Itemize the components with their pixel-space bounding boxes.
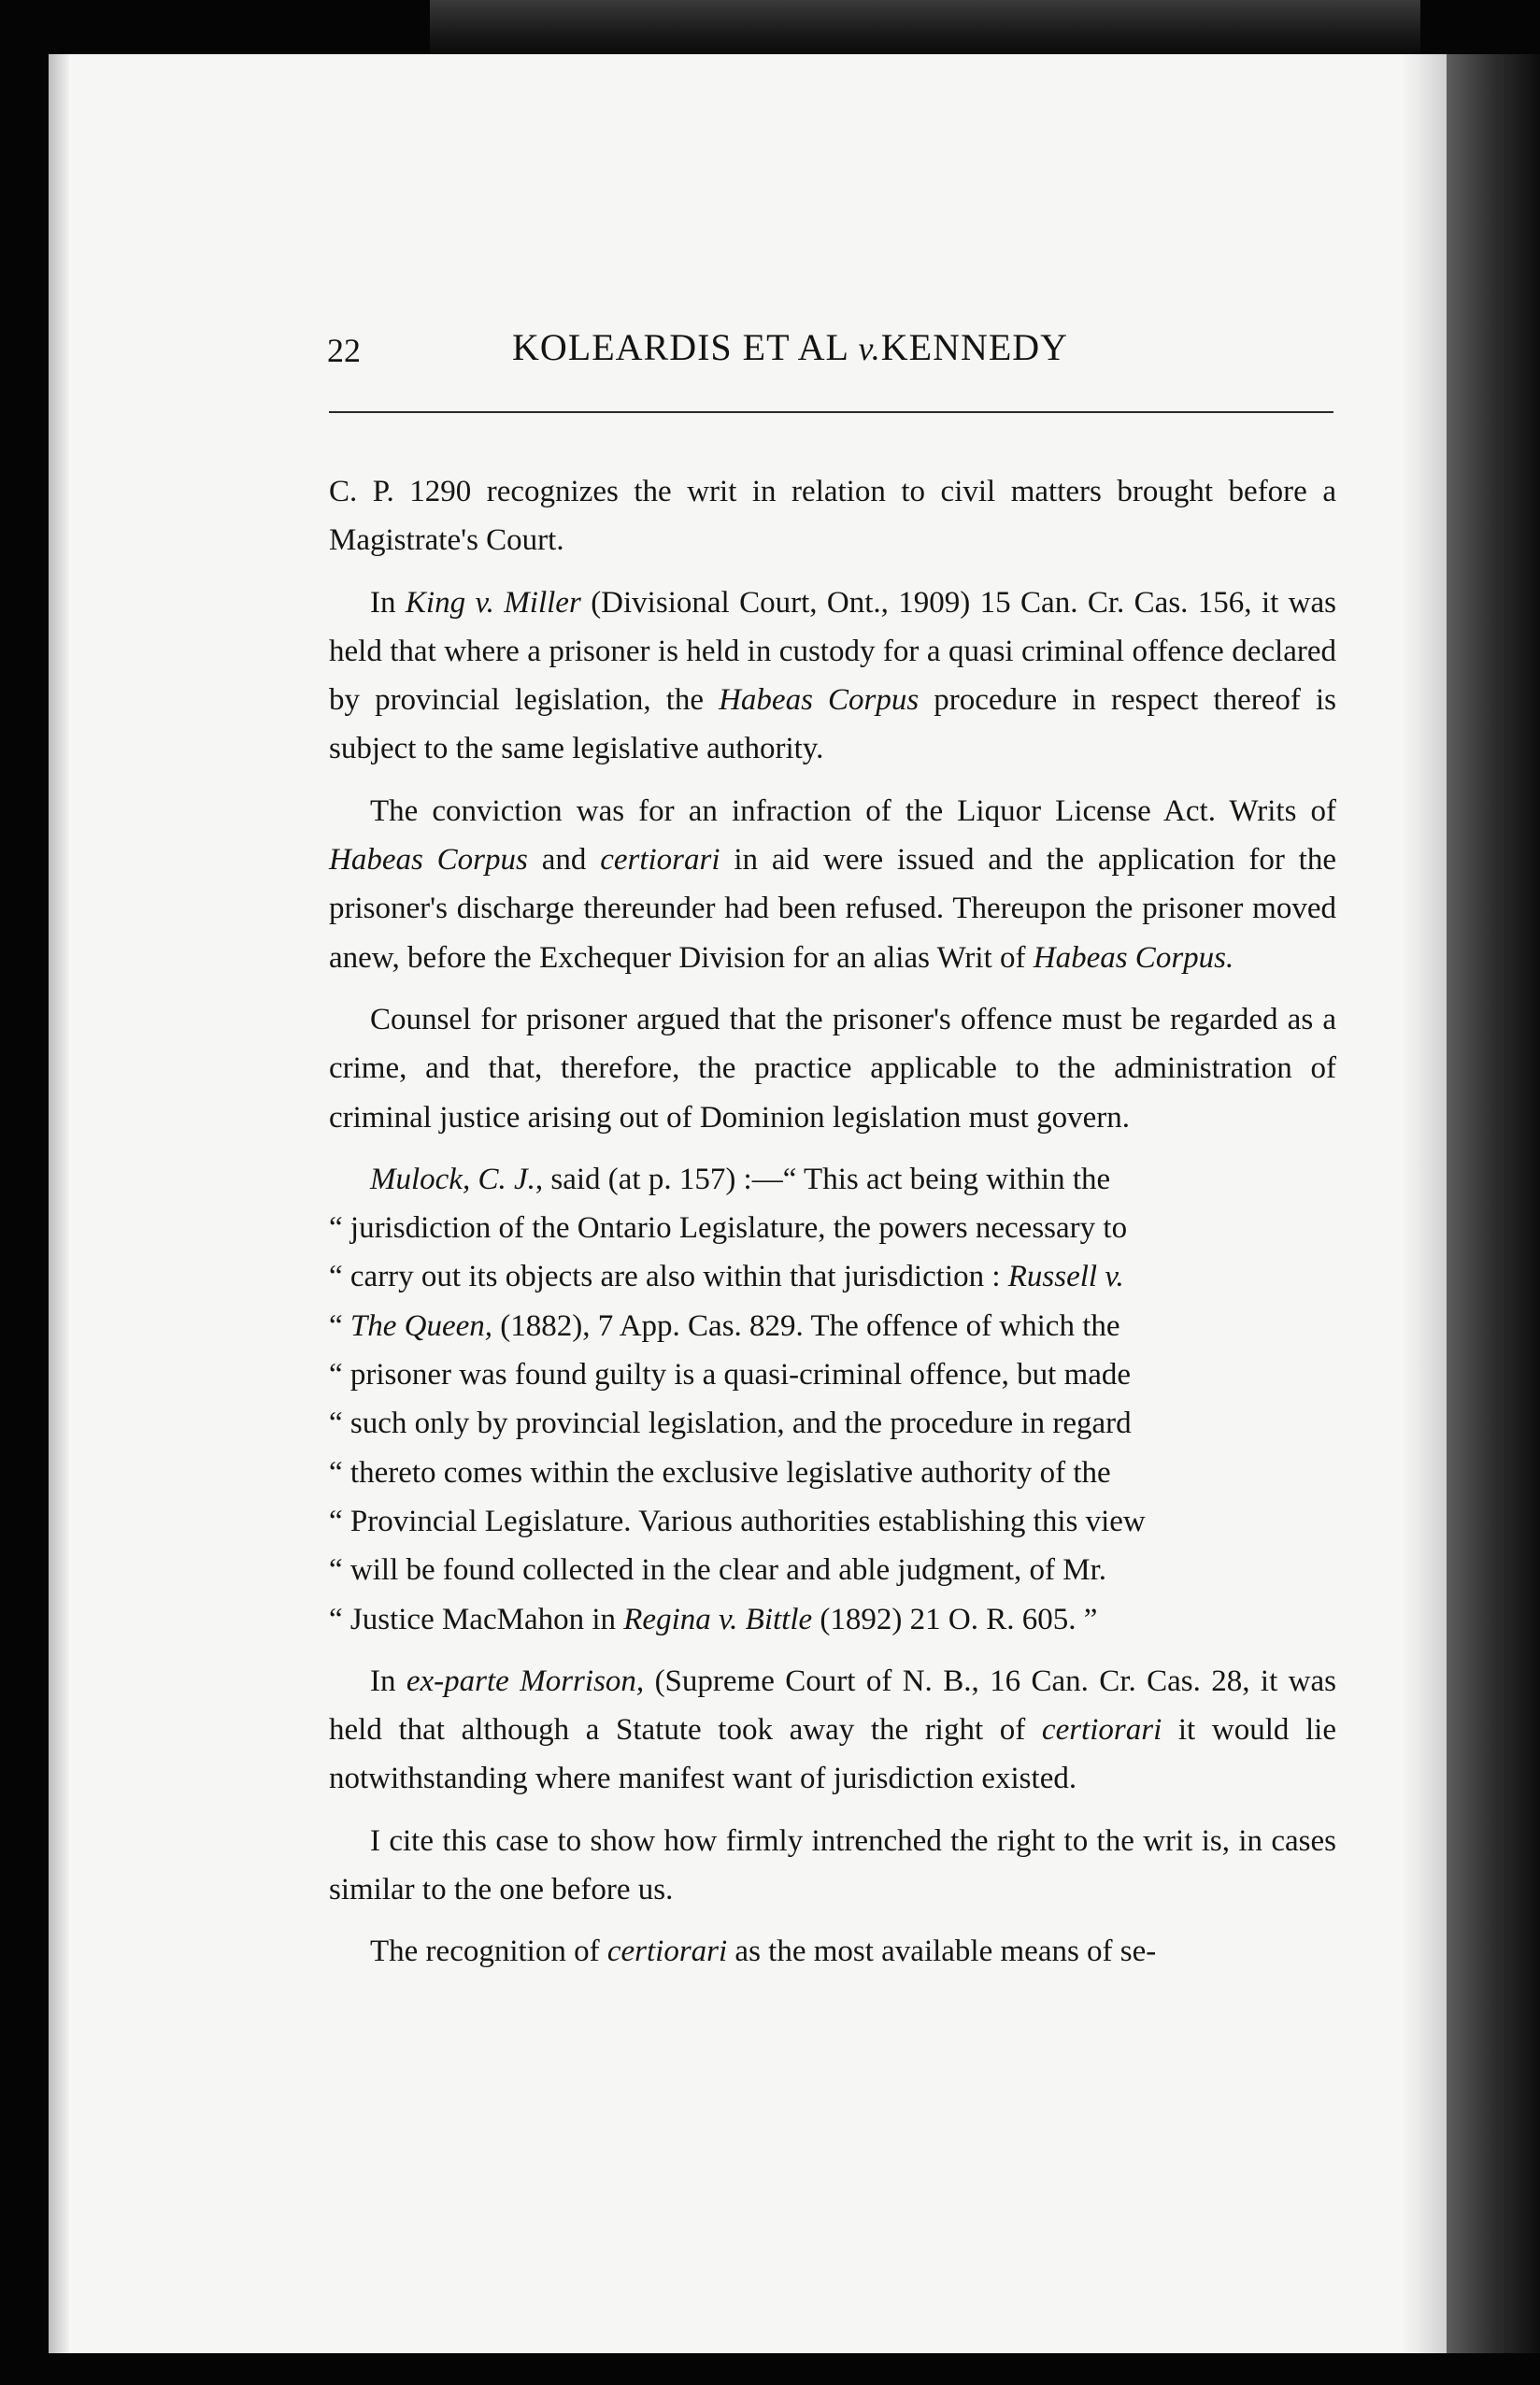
quote-line xyxy=(329,1497,1336,1546)
quote-line xyxy=(329,1449,1336,1497)
paragraph-3 xyxy=(329,787,1336,982)
case-name: ex-parte Morrison, xyxy=(406,1664,645,1698)
quote-line xyxy=(329,1252,1336,1301)
paragraph-1 xyxy=(329,467,1336,565)
text-run: The recognition of xyxy=(370,1935,607,1969)
running-head-title xyxy=(512,325,1068,369)
page-gutter-shadow xyxy=(1402,54,1447,2353)
legal-term: Habeas Corpus. xyxy=(1033,940,1234,975)
text-run: in aid were issued and the application for the prisoner's discharge thereunder had been refused. Thereupon the prisoner moved anew, before the Exchequer Division for an alias Writ of xyxy=(329,843,1336,975)
text-run: Counsel for prisoner argued that the prisoner's offence must be regarded as a crime, and that, therefore, the practice applicable to the administration of criminal justice arising out of Dominion legislation must govern. xyxy=(329,1002,1336,1135)
paragraph-2 xyxy=(329,578,1336,774)
paragraph-4 xyxy=(329,995,1336,1142)
paragraph-1-text: C. P. 1290 recognizes the writ in relation to civil matters brought before a Magistrate's Court. xyxy=(329,475,1336,558)
text-run: (Supreme Court of N. B., 16 Can. Cr. Cas. 28, it was held that although a Statute took away the right of xyxy=(329,1664,1336,1748)
text-run: (1892) 21 O. R. 605. ” xyxy=(812,1602,1098,1636)
text-run: “ such only by provincial legislation, and the procedure in regard xyxy=(329,1407,1132,1441)
book-fore-edge xyxy=(1447,54,1540,2353)
text-run: procedure in respect thereof is subject to the same legislative authority. xyxy=(329,683,1336,766)
text-run: “ thereto comes within the exclusive legislative authority of the xyxy=(329,1455,1111,1490)
legal-term: certiorari xyxy=(1041,1713,1162,1748)
quote-line xyxy=(329,1155,1336,1204)
text-run: “ Justice MacMahon in xyxy=(329,1602,624,1636)
text-run: “ jurisdiction of the Ontario Legislature, the powers necessary to xyxy=(329,1211,1128,1246)
quote-line xyxy=(329,1595,1336,1644)
text-run: and xyxy=(527,843,601,878)
text-run: I cite this case to show how firmly intrenched the right to the writ is, in cases similar to the one before us. xyxy=(329,1823,1336,1907)
quote-line xyxy=(329,1399,1336,1448)
legal-term: Habeas Corpus xyxy=(719,683,920,718)
paragraph-7 xyxy=(329,1817,1336,1915)
text-run: , said (at p. 157) :—“ This act being within the xyxy=(535,1162,1111,1196)
legal-term: certiorari xyxy=(600,843,720,878)
text-run: “ xyxy=(329,1308,350,1343)
body-text xyxy=(329,467,1336,1990)
case-name: King v. Miller xyxy=(405,585,581,620)
text-run: In xyxy=(370,1664,406,1698)
quote-line xyxy=(329,1546,1336,1594)
case-name: Regina v. Bittle xyxy=(623,1602,813,1636)
text-run: (Divisional Court, Ont., 1909) 15 Can. Cr. Cas. 156, it was held that where a prisoner is held in custody for a quasi criminal offence declared by provincial legislation, the xyxy=(329,585,1336,718)
running-head-part2: KENNEDY xyxy=(880,326,1069,368)
header-rule xyxy=(329,411,1333,413)
legal-term: certiorari xyxy=(606,1935,728,1969)
text-run: “ Provincial Legislature. Various authorities establishing this view xyxy=(329,1504,1146,1538)
text-run: In xyxy=(370,585,406,620)
text-run: “ will be found collected in the clear and able judgment, of Mr. xyxy=(329,1553,1107,1588)
text-run: The conviction was for an infraction of the Liquor License Act. Writs of xyxy=(370,793,1336,828)
case-name: Russell v. xyxy=(1007,1260,1124,1294)
quote-line xyxy=(329,1350,1336,1399)
judge-name: Mulock, C. J. xyxy=(370,1162,535,1196)
top-binding-shadow xyxy=(430,0,1420,54)
bottom-margin-dark xyxy=(0,2353,1540,2385)
paragraph-6 xyxy=(329,1657,1336,1804)
case-name: The Queen, xyxy=(349,1308,493,1343)
running-header xyxy=(327,325,1336,381)
quote-line xyxy=(329,1302,1336,1350)
running-head-versus: v. xyxy=(858,330,881,367)
legal-term: Habeas Corpus xyxy=(329,843,528,878)
text-run: “ carry out its objects are also within that jurisdiction : xyxy=(329,1260,1008,1294)
text-run: it would lie notwithstanding where manifest want of jurisdiction existed. xyxy=(329,1713,1336,1796)
page-left-edge xyxy=(49,54,69,2353)
text-run: “ prisoner was found guilty is a quasi-criminal offence, but made xyxy=(329,1358,1132,1392)
paragraph-8 xyxy=(329,1927,1336,1976)
quotation-block xyxy=(329,1155,1336,1644)
text-run: (1882), 7 App. Cas. 829. The offence of which the xyxy=(492,1308,1120,1343)
running-head-part1: KOLEARDIS ET AL xyxy=(512,326,848,368)
page-number: 22 xyxy=(327,332,361,369)
quote-line xyxy=(329,1204,1336,1252)
text-run: as the most available means of se- xyxy=(727,1935,1157,1969)
